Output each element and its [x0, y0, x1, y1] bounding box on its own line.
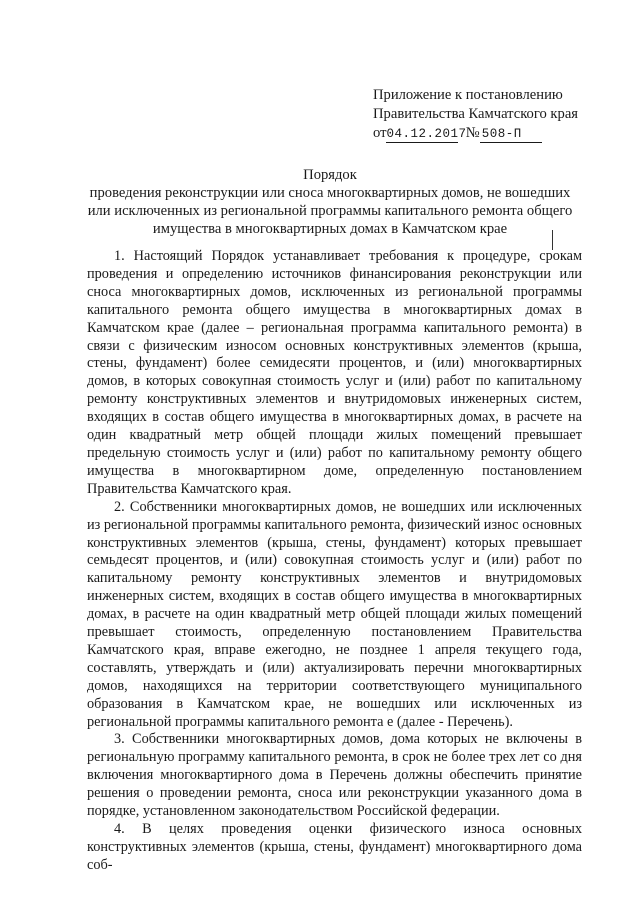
document-body — [87, 248, 582, 875]
date-prefix: от — [373, 125, 387, 141]
title-line-3: или исключенных из региональной программы капитального ремонта общего — [87, 203, 573, 219]
title-line-4: имущества в многоквартирных домах в Камчатском крае — [152, 221, 508, 237]
document-title — [80, 166, 580, 238]
approval-date: 04.12.2017 — [386, 127, 467, 141]
approval-date-line — [373, 124, 633, 143]
paragraph-3: 3. Собственники многоквартирных домов, дома которых не включены в региональную программу капитального ремонта, в срок не более трех лет со дня включения многоквартирного дома в Перечень должны обеспечить принятие решения о проведении ремонта, сноса или реконструкции указанного дома в порядке, установленном законодательством Российской федерации. — [87, 731, 582, 820]
approval-line-2: Правительства Камчатского края — [373, 106, 579, 122]
paragraph-4: 4. В целях проведения оценки физического износа основных конструктивных элементов (крыша, стены, фундамент) многоквартирного дома соб- — [87, 821, 582, 873]
approval-number: 508-П — [480, 127, 542, 143]
number-prefix: № — [465, 125, 480, 141]
title-line-1: Порядок — [303, 167, 357, 183]
paragraph-2: 2. Собственники многоквартирных домов, не вошедших или исключенных из региональной программы капитального ремонта, физический износ основных конструктивных элементов (крыша, стены, фундамент) которых превышает семьдесят процентов, и (или) совокупная стоимость услуг и (или) работ по капитальному ремонту конструктивных элементов и внутридомовых инженерных систем, входящих в состав общего имущества в многоквартирных домах, в расчете на один квадратный метр общей площади жилых помещений превышает стоимость, определенную постановлением Правительства Камчатского края, вправе ежегодно, не позднее 1 апреля текущего года, составлять, утверждать и (или) актуализировать перечни многоквартирных домов, находящихся на территории соответствующего муниципального образования в Камчатском крае, не вошедших или исключенных из региональной программы капитального ремонта е (далее - Перечень). — [87, 498, 582, 730]
approval-line-1: Приложение к постановлению — [373, 87, 563, 103]
title-line-2: проведения реконструкции или сноса многоквартирных домов, не вошедших — [89, 185, 571, 201]
margin-mark — [552, 230, 553, 250]
paragraph-1: 1. Настоящий Порядок устанавливает требования к процедуре, срокам проведения и определению источников финансирования реконструкции или сноса многоквартирных домов, исключенных из региональной программы капитального ремонта общего имущества в многоквартирных домах в Камчатском крае (далее – региональная программа капитального ремонта) в связи с физическим износом основных конструктивных элементов (крыша, стены, фундамент) более семидесяти процентов, и (или) многоквартирных домов, в которых совокупная стоимость услуг и (или) работ по капитальному ремонту конструктивных элементов и внутридомовых инженерных систем, входящих в состав общего имущества в многоквартирных домах, в расчете на один квадратный метр общей площади жилых помещений превышает предельную стоимость услуг и (или) работ по капитальному ремонту общего имущества в многоквартирном доме, определенную постановлением Правительства Камчатского края. — [87, 248, 582, 497]
approval-stamp — [373, 86, 633, 143]
